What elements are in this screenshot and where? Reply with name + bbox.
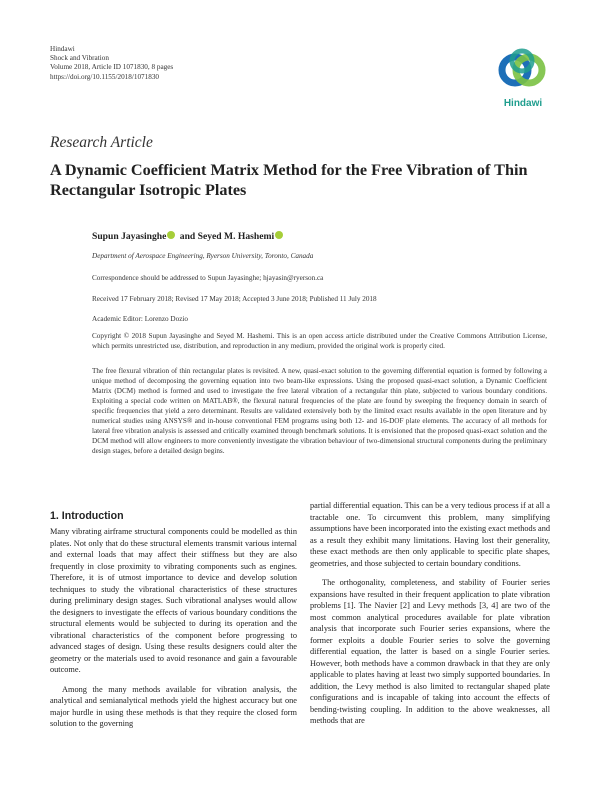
paragraph: The orthogonality, completeness, and stability of Fourier series expansions have resulted in their frequent application to plate vibration problems [1]. The Navier [2] and Levy methods [3, 4] are two of the most common analytical procedures available for plate vibration analysis that incorporate such Fourier series expansions, where the former exploits a double Fourier series to solve the governing differential equation, the latter is based on a single Fourier series. However, both methods have a common drawback in that they are only applicable to plates having at least two simply supported boundaries. In addition, the Levy method is also limited to rectangular shaped plate configurations and is incapable of taking into account the effects of bending-twisting coupling. In addition to the above weaknesses, all methods that are <box>310 578 550 725</box>
article-title: A Dynamic Coefficient Matrix Method for the Free Vibration of Thin Rectangular Isotropic Plates <box>50 161 528 199</box>
orcid-icon[interactable] <box>167 231 175 239</box>
article-type: Research Article <box>50 134 153 151</box>
author-1[interactable]: Supun Jayasinghe <box>92 231 167 242</box>
affiliation: Department of Aerospace Engineering, Ryerson University, Toronto, Canada <box>92 252 314 260</box>
author-line <box>92 231 285 242</box>
correspondence: Correspondence should be addressed to Supun Jayasinghe; hjayasin@ryerson.ca <box>92 274 324 282</box>
publisher-name: Hindawi <box>50 45 75 53</box>
author-2[interactable]: Seyed M. Hashemi <box>197 231 275 242</box>
doi-link[interactable]: https://doi.org/10.1155/2018/1071830 <box>50 72 160 81</box>
copyright-notice: Copyright © 2018 Supun Jayasinghe and Seyed M. Hashemi. This is an open access article distributed under the Creative Commons Attribution License, which permits unrestricted use, distribution, and reproduction in any medium, provided the original work is properly cited. <box>92 332 547 350</box>
journal-header <box>50 45 173 82</box>
paragraph: partial differential equation. This can be a very tedious process if at all a tractable one. To circumvent this problem, many simplifying assumptions have been incorporated into the existing exact methods and as a result they exhibit many limitations. Having lost their generality, these exact methods are then only applicable to specific plate shapes, geometries, and those subjected to certain boundary conditions. <box>310 501 550 568</box>
hindawi-logo-text: Hindawi <box>503 98 543 109</box>
author-conjunction: and <box>177 231 198 242</box>
section-heading: 1. Introduction <box>50 510 124 522</box>
academic-editor: Academic Editor: Lorenzo Dozio <box>92 315 188 323</box>
left-column <box>50 526 297 730</box>
hindawi-logo-icon <box>498 46 546 92</box>
right-column <box>310 500 550 727</box>
orcid-icon[interactable] <box>275 231 283 239</box>
publication-dates: Received 17 February 2018; Revised 17 May 2018; Accepted 3 June 2018; Published 11 July 2018 <box>92 295 377 303</box>
volume-info: Volume 2018, Article ID 1071830, 8 pages <box>50 63 174 72</box>
journal-name: Shock and Vibration <box>50 54 109 63</box>
paragraph: Among the many methods available for vibration analysis, the analytical and semianalytical methods yield the highest accuracy but one major hurdle in using these methods is that they require the closed form solution to the governing <box>50 684 297 728</box>
paragraph: Many vibrating airframe structural components could be modelled as thin plates. Not only that do these structural elements transmit various internal and external loads that may affect their stiffness but they are also frequently in close proximity to vibrating components such as engines. Therefore, it is of utmost importance to device and develop solution techniques to study the vibrational characteristics of these structures during preliminary design stages. Such vibrational analyses would allow the designers to investigate the effects of various boundary conditions the structural elements would be subjected to during its operation and the vibrational characteristics of the component before progressing to advanced stages of design. Using these results designers could alter the geometry or the materials used to avoid resonance and gain a favourable outcome. <box>50 527 297 674</box>
abstract: The free flexural vibration of thin rectangular plates is revisited. A new, quasi-exact solution to the governing differential equation is formed by following a unique method of decomposing the governing equation into two beam-like expressions. Using the proposed quasi-exact solution, a Dynamic Coefficient Matrix (DCM) method is formed and used to investigate the free lateral vibration of a rectangular thin plate, subjected to various boundary conditions. Exploiting a special code written on MATLAB®, the flexural natural frequencies of the plate are found by sweeping the frequency domain in search of specific frequencies that yield a zero determinant. Results are validated extensively both by the limited exact results available in the open literature and by numerical studies using ANSYS® and in-house conventional FEM programs using both 12- and 16-DOF plate elements. The accuracy of all methods for lateral free vibration analysis is assessed and critically examined through benchmark solutions. It is envisioned that the proposed quasi-exact solution and the DCM method will allow engineers to more conveniently investigate the vibration behaviour of two-dimensional structural components during the preliminary design stages, before a detailed design begins. <box>92 367 547 455</box>
